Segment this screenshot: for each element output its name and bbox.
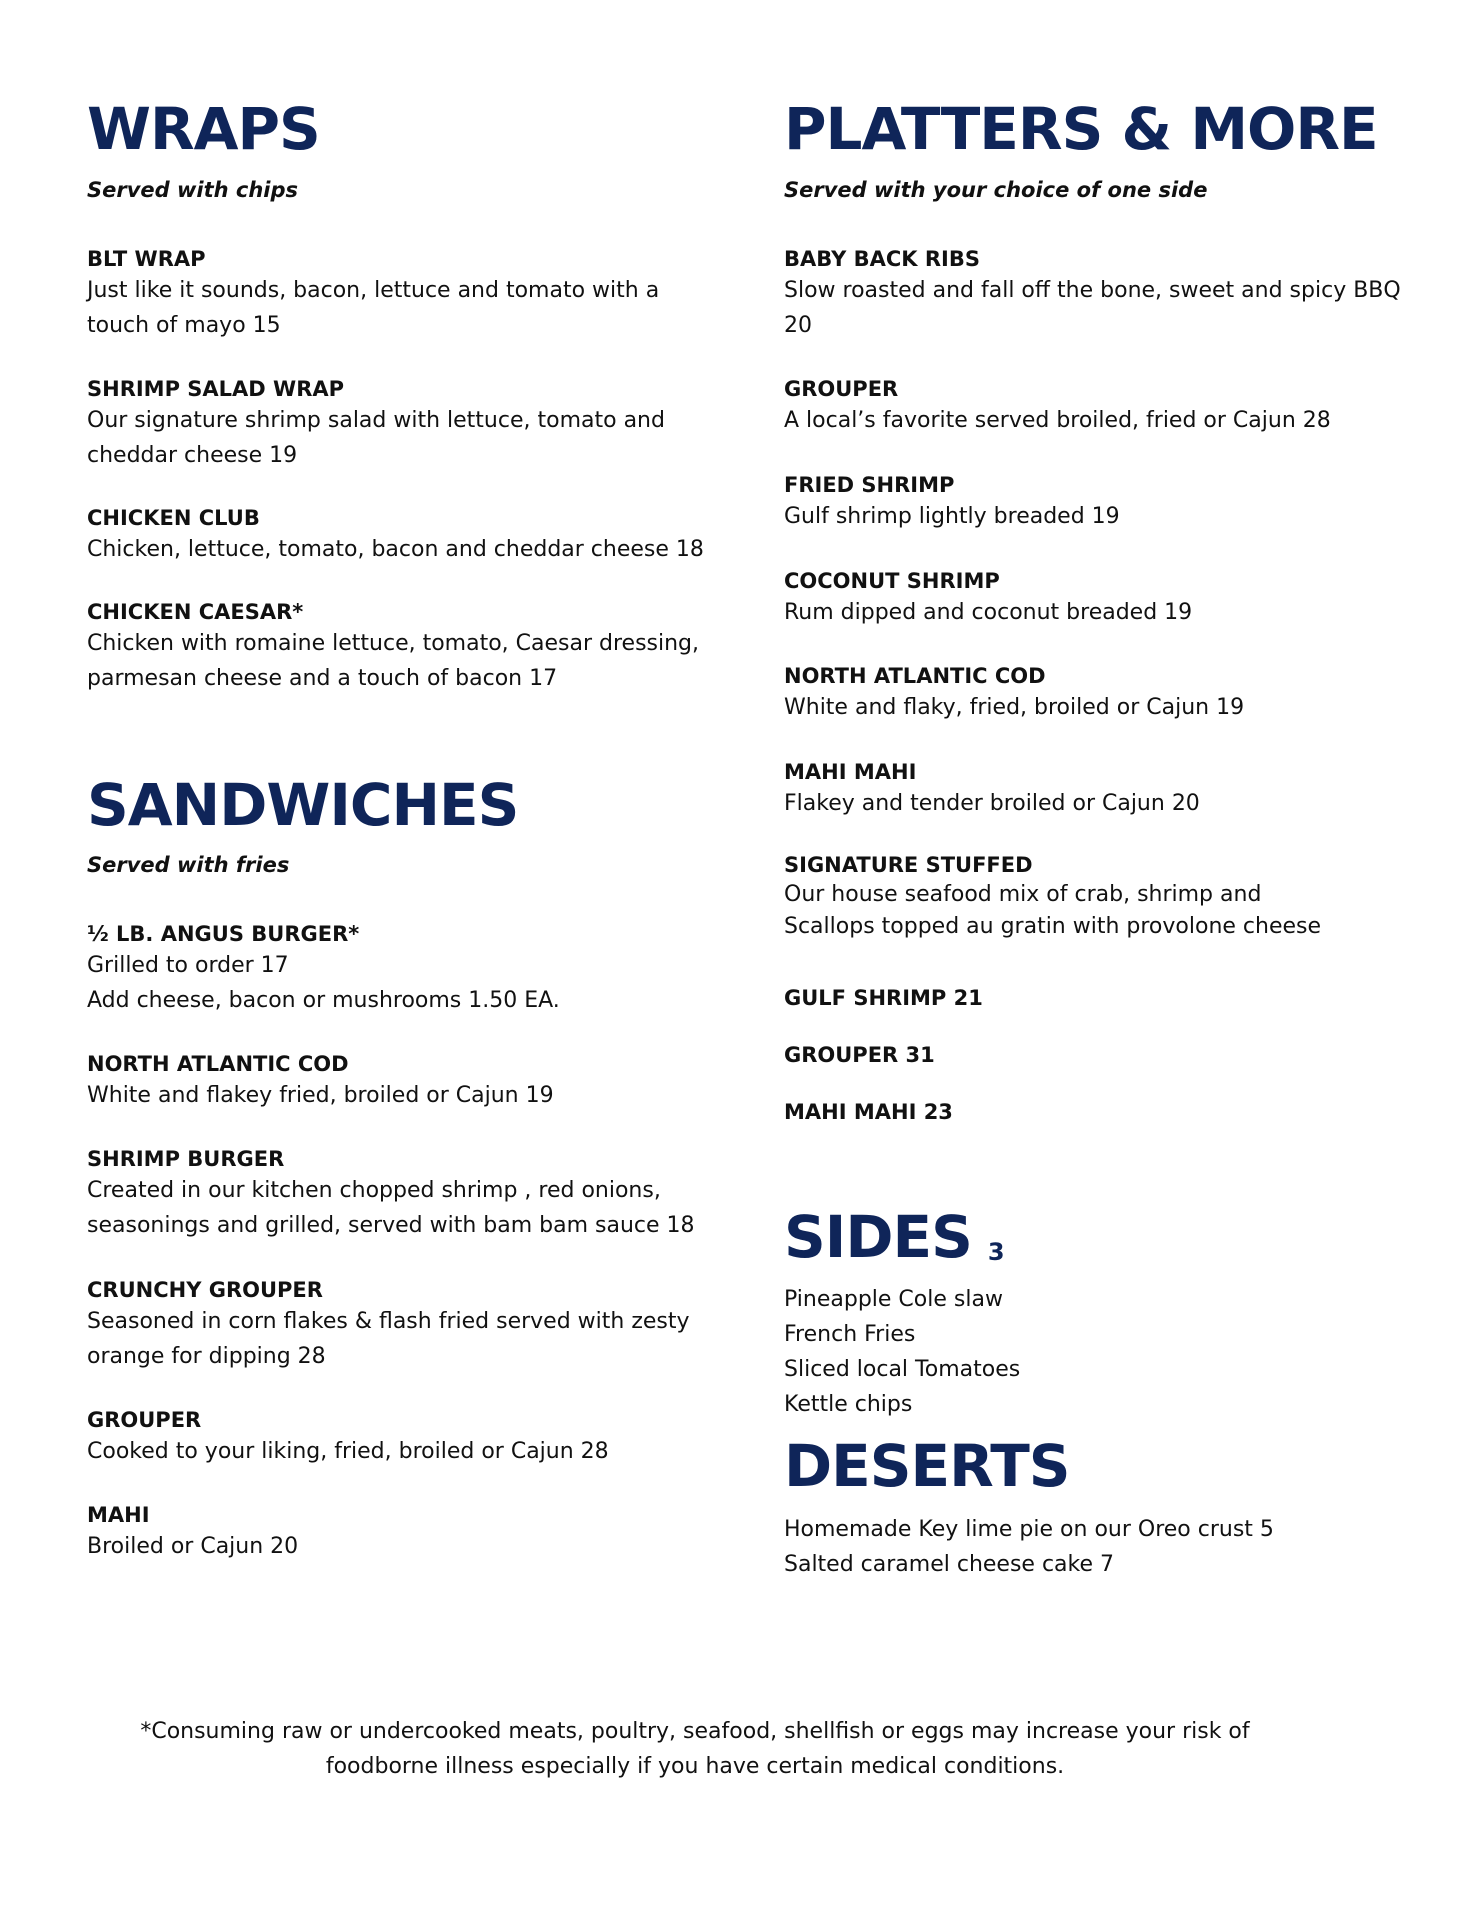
deserts-list (784, 1512, 1424, 1582)
item-desc: Flakey and tender broiled or Cajun 20 (784, 791, 1200, 816)
menu-item-chicken-club (87, 506, 727, 567)
item-name: SHRIMP BURGER (87, 1147, 285, 1171)
disclaimer-line-1: *Consuming raw or undercooked meats, poultry, seafood, shellfish or eggs may increase your risk of (140, 1719, 1250, 1744)
item-desc: Rum dipped and coconut breaded 19 (784, 600, 1193, 625)
item-name: SIGNATURE STUFFED (784, 853, 1033, 877)
menu-item-signature-stuffed (784, 853, 1424, 943)
sides-title: SIDES (784, 1203, 972, 1271)
menu-item-north-atlantic-cod (784, 664, 1424, 725)
item-desc: Cooked to your liking, fried, broiled or Cajun 28 (87, 1439, 609, 1464)
item-desc-line: Our house seafood mix of crab, shrimp and (784, 882, 1262, 907)
menu-item-fried-shrimp (784, 473, 1424, 534)
item-desc: Gulf shrimp lightly breaded 19 (784, 504, 1120, 529)
menu-item-blt-wrap (87, 247, 727, 343)
item-name: COCONUT SHRIMP (784, 569, 1000, 593)
sides-list (784, 1282, 1424, 1422)
item-desc: Broiled or Cajun 20 (87, 1534, 299, 1559)
disclaimer-line-2: foodborne illness especially if you have certain medical conditions. (325, 1754, 1065, 1779)
sides-price: 3 (987, 1238, 1005, 1266)
item-name: CHICKEN CLUB (87, 506, 260, 530)
item-desc: Seasoned in corn flakes & flash fried served with zesty orange for dipping 28 (87, 1309, 690, 1369)
item-name: BABY BACK RIBS (784, 247, 981, 271)
menu-item-baby-back-ribs (784, 247, 1424, 343)
side-item: Kettle chips (784, 1392, 913, 1417)
platters-subtitle: Served with your choice of one side (784, 178, 1208, 202)
desert-item: Homemade Key lime pie on our Oreo crust 5 (784, 1517, 1274, 1542)
menu-item-grouper (87, 1408, 727, 1469)
item-extra: Add cheese, bacon or mushrooms 1.50 EA. (87, 988, 560, 1013)
item-desc: Grilled to order 17 (87, 953, 289, 978)
item-desc-line: 20 (784, 313, 812, 338)
menu-item-grouper (784, 377, 1424, 438)
stuffed-option-gulf-shrimp: GULF SHRIMP 21 (784, 986, 983, 1010)
item-name: NORTH ATLANTIC COD (784, 664, 1046, 688)
side-item: Sliced local Tomatoes (784, 1357, 1021, 1382)
menu-item-mahi-mahi (784, 760, 1424, 821)
side-item: Pineapple Cole slaw (784, 1287, 1003, 1312)
allergen-disclaimer (100, 1714, 1290, 1784)
sides-heading (784, 1203, 1424, 1271)
menu-item-crunchy-grouper (87, 1278, 727, 1374)
item-desc: Chicken, lettuce, tomato, bacon and cheddar cheese 18 (87, 537, 704, 562)
platters-title: PLATTERS & MORE (784, 95, 1378, 163)
item-desc: White and flaky, fried, broiled or Cajun 19 (784, 695, 1245, 720)
wraps-subtitle: Served with chips (87, 178, 299, 202)
item-name: BLT WRAP (87, 247, 206, 271)
item-desc-line: Slow roasted and fall off the bone, sweet and spicy BBQ (784, 278, 1401, 303)
menu-item-mahi (87, 1503, 727, 1564)
menu-item-shrimp-burger (87, 1147, 727, 1243)
item-name: CHICKEN CAESAR* (87, 600, 304, 624)
item-desc: Just like it sounds, bacon, lettuce and tomato with a touch of mayo 15 (87, 278, 660, 338)
menu-item-angus-burger (87, 922, 727, 1018)
item-name: GROUPER (87, 1408, 202, 1432)
item-desc: Created in our kitchen chopped shrimp , red onions, seasonings and grilled, served with bam bam sauce 18 (87, 1178, 695, 1238)
item-name: SHRIMP SALAD WRAP (87, 377, 345, 401)
item-name: CRUNCHY GROUPER (87, 1278, 323, 1302)
menu-item-chicken-caesar (87, 600, 727, 696)
sandwiches-subtitle: Served with fries (87, 853, 290, 877)
item-desc: Our signature shrimp salad with lettuce, tomato and cheddar cheese 19 (87, 408, 665, 468)
stuffed-option-mahi-mahi: MAHI MAHI 23 (784, 1100, 953, 1124)
deserts-title: DESERTS (784, 1432, 1070, 1500)
side-item: French Fries (784, 1322, 916, 1347)
menu-item-coconut-shrimp (784, 569, 1424, 630)
item-desc-line: Scallops topped au gratin with provolone cheese (784, 914, 1322, 939)
item-name: FRIED SHRIMP (784, 473, 955, 497)
item-desc: A local’s favorite served broiled, fried or Cajun 28 (784, 408, 1331, 433)
stuffed-option-grouper: GROUPER 31 (784, 1043, 935, 1067)
menu-item-shrimp-salad-wrap (87, 377, 727, 473)
item-name: ½ LB. ANGUS BURGER* (87, 922, 360, 946)
item-name: GROUPER (784, 377, 899, 401)
item-desc: White and flakey fried, broiled or Cajun 19 (87, 1083, 554, 1108)
menu-item-north-atlantic-cod (87, 1052, 727, 1113)
sandwiches-title: SANDWICHES (87, 771, 519, 839)
item-name: MAHI MAHI (784, 760, 917, 784)
item-name: MAHI (87, 1503, 150, 1527)
desert-item: Salted caramel cheese cake 7 (784, 1552, 1115, 1577)
item-name: NORTH ATLANTIC COD (87, 1052, 349, 1076)
item-desc: Chicken with romaine lettuce, tomato, Caesar dressing, parmesan cheese and a touch of bacon 17 (87, 631, 700, 691)
wraps-title: WRAPS (87, 95, 320, 163)
